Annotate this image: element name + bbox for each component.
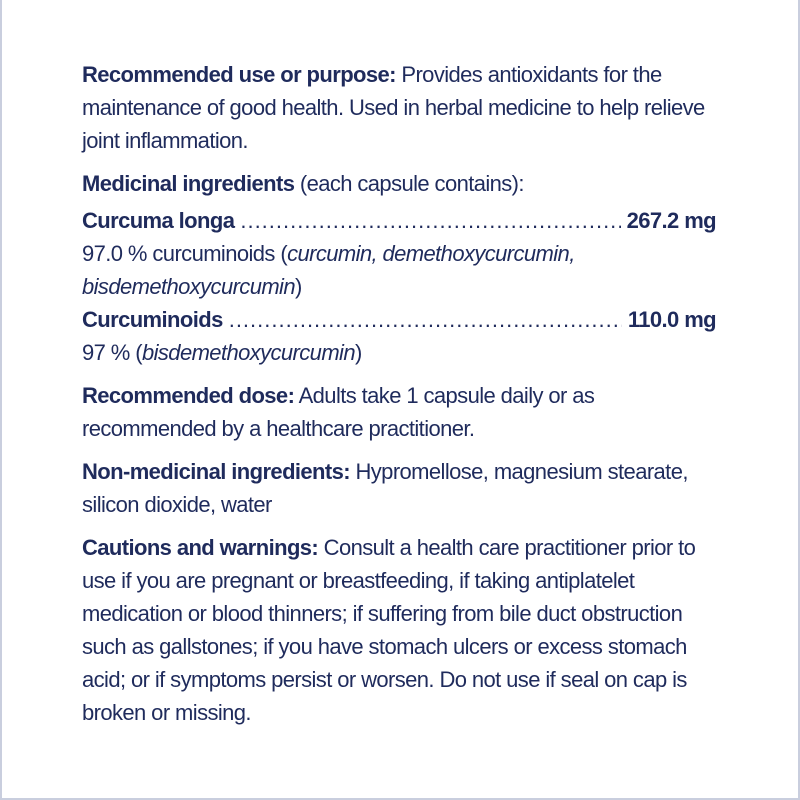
- recommended-dose-heading: Recommended dose:: [82, 383, 295, 408]
- non-medicinal-section: [82, 455, 722, 521]
- detail-suffix: ): [354, 340, 362, 365]
- ingredient-detail: [82, 237, 722, 303]
- detail-prefix: 97.0 % curcuminoids (: [82, 241, 288, 266]
- ingredient-amount: 267.2 mg: [626, 208, 716, 233]
- non-medicinal-text: Hypromellose, magnesium stearate, silicon dioxide, water: [82, 459, 688, 517]
- detail-italic: curcumin, demethoxycurcumin, bisdemethoxycurcumin: [82, 241, 575, 299]
- detail-suffix: ): [295, 274, 302, 299]
- detail-prefix: 97 % (: [82, 340, 142, 365]
- ingredient-curcuma-longa: [82, 204, 722, 303]
- recommended-dose-text: Adults take 1 capsule daily or as recommended by a healthcare practitioner.: [82, 383, 595, 441]
- cautions-heading: Cautions and warnings:: [82, 535, 319, 560]
- ingredient-name: Curcuminoids: [82, 307, 223, 332]
- cautions-text: Consult a health care practitioner prior to use if you are pregnant or breastfeeding, if taking antiplatelet medication or blood thinners; if suffering from bile duct obstruction such as gallstones; if you have stomach ulcers or excess stomach acid; or if symptoms persist or worsen. Do not use if seal on cap is broken or missing.: [82, 535, 696, 725]
- leader-dots: [229, 303, 622, 336]
- recommended-use-text: Provides antioxidants for the maintenance of good health. Used in herbal medicine to help relieve joint inflammation.: [82, 62, 705, 153]
- label-content: [82, 58, 722, 739]
- non-medicinal-heading: Non-medicinal ingredients:: [82, 459, 350, 484]
- ingredient-detail: [82, 336, 722, 369]
- medicinal-ingredients-suffix: (each capsule contains):: [294, 171, 524, 196]
- ingredient-name: Curcuma longa: [82, 208, 235, 233]
- cautions-section: [82, 531, 722, 729]
- recommended-use-section: [82, 58, 722, 157]
- ingredient-amount: 110.0 mg: [627, 307, 716, 332]
- recommended-use-heading: Recommended use or purpose:: [82, 62, 396, 87]
- ingredient-curcuminoids: [82, 303, 722, 369]
- ingredient-row: [82, 303, 716, 336]
- recommended-dose-section: [82, 379, 722, 445]
- ingredient-row: [82, 204, 716, 237]
- leader-dots: [240, 204, 620, 237]
- medicinal-ingredients-heading: Medicinal ingredients: [82, 171, 295, 196]
- medicinal-ingredients-heading-line: [82, 167, 722, 200]
- detail-italic: bisdemethoxycurcumin: [141, 340, 355, 365]
